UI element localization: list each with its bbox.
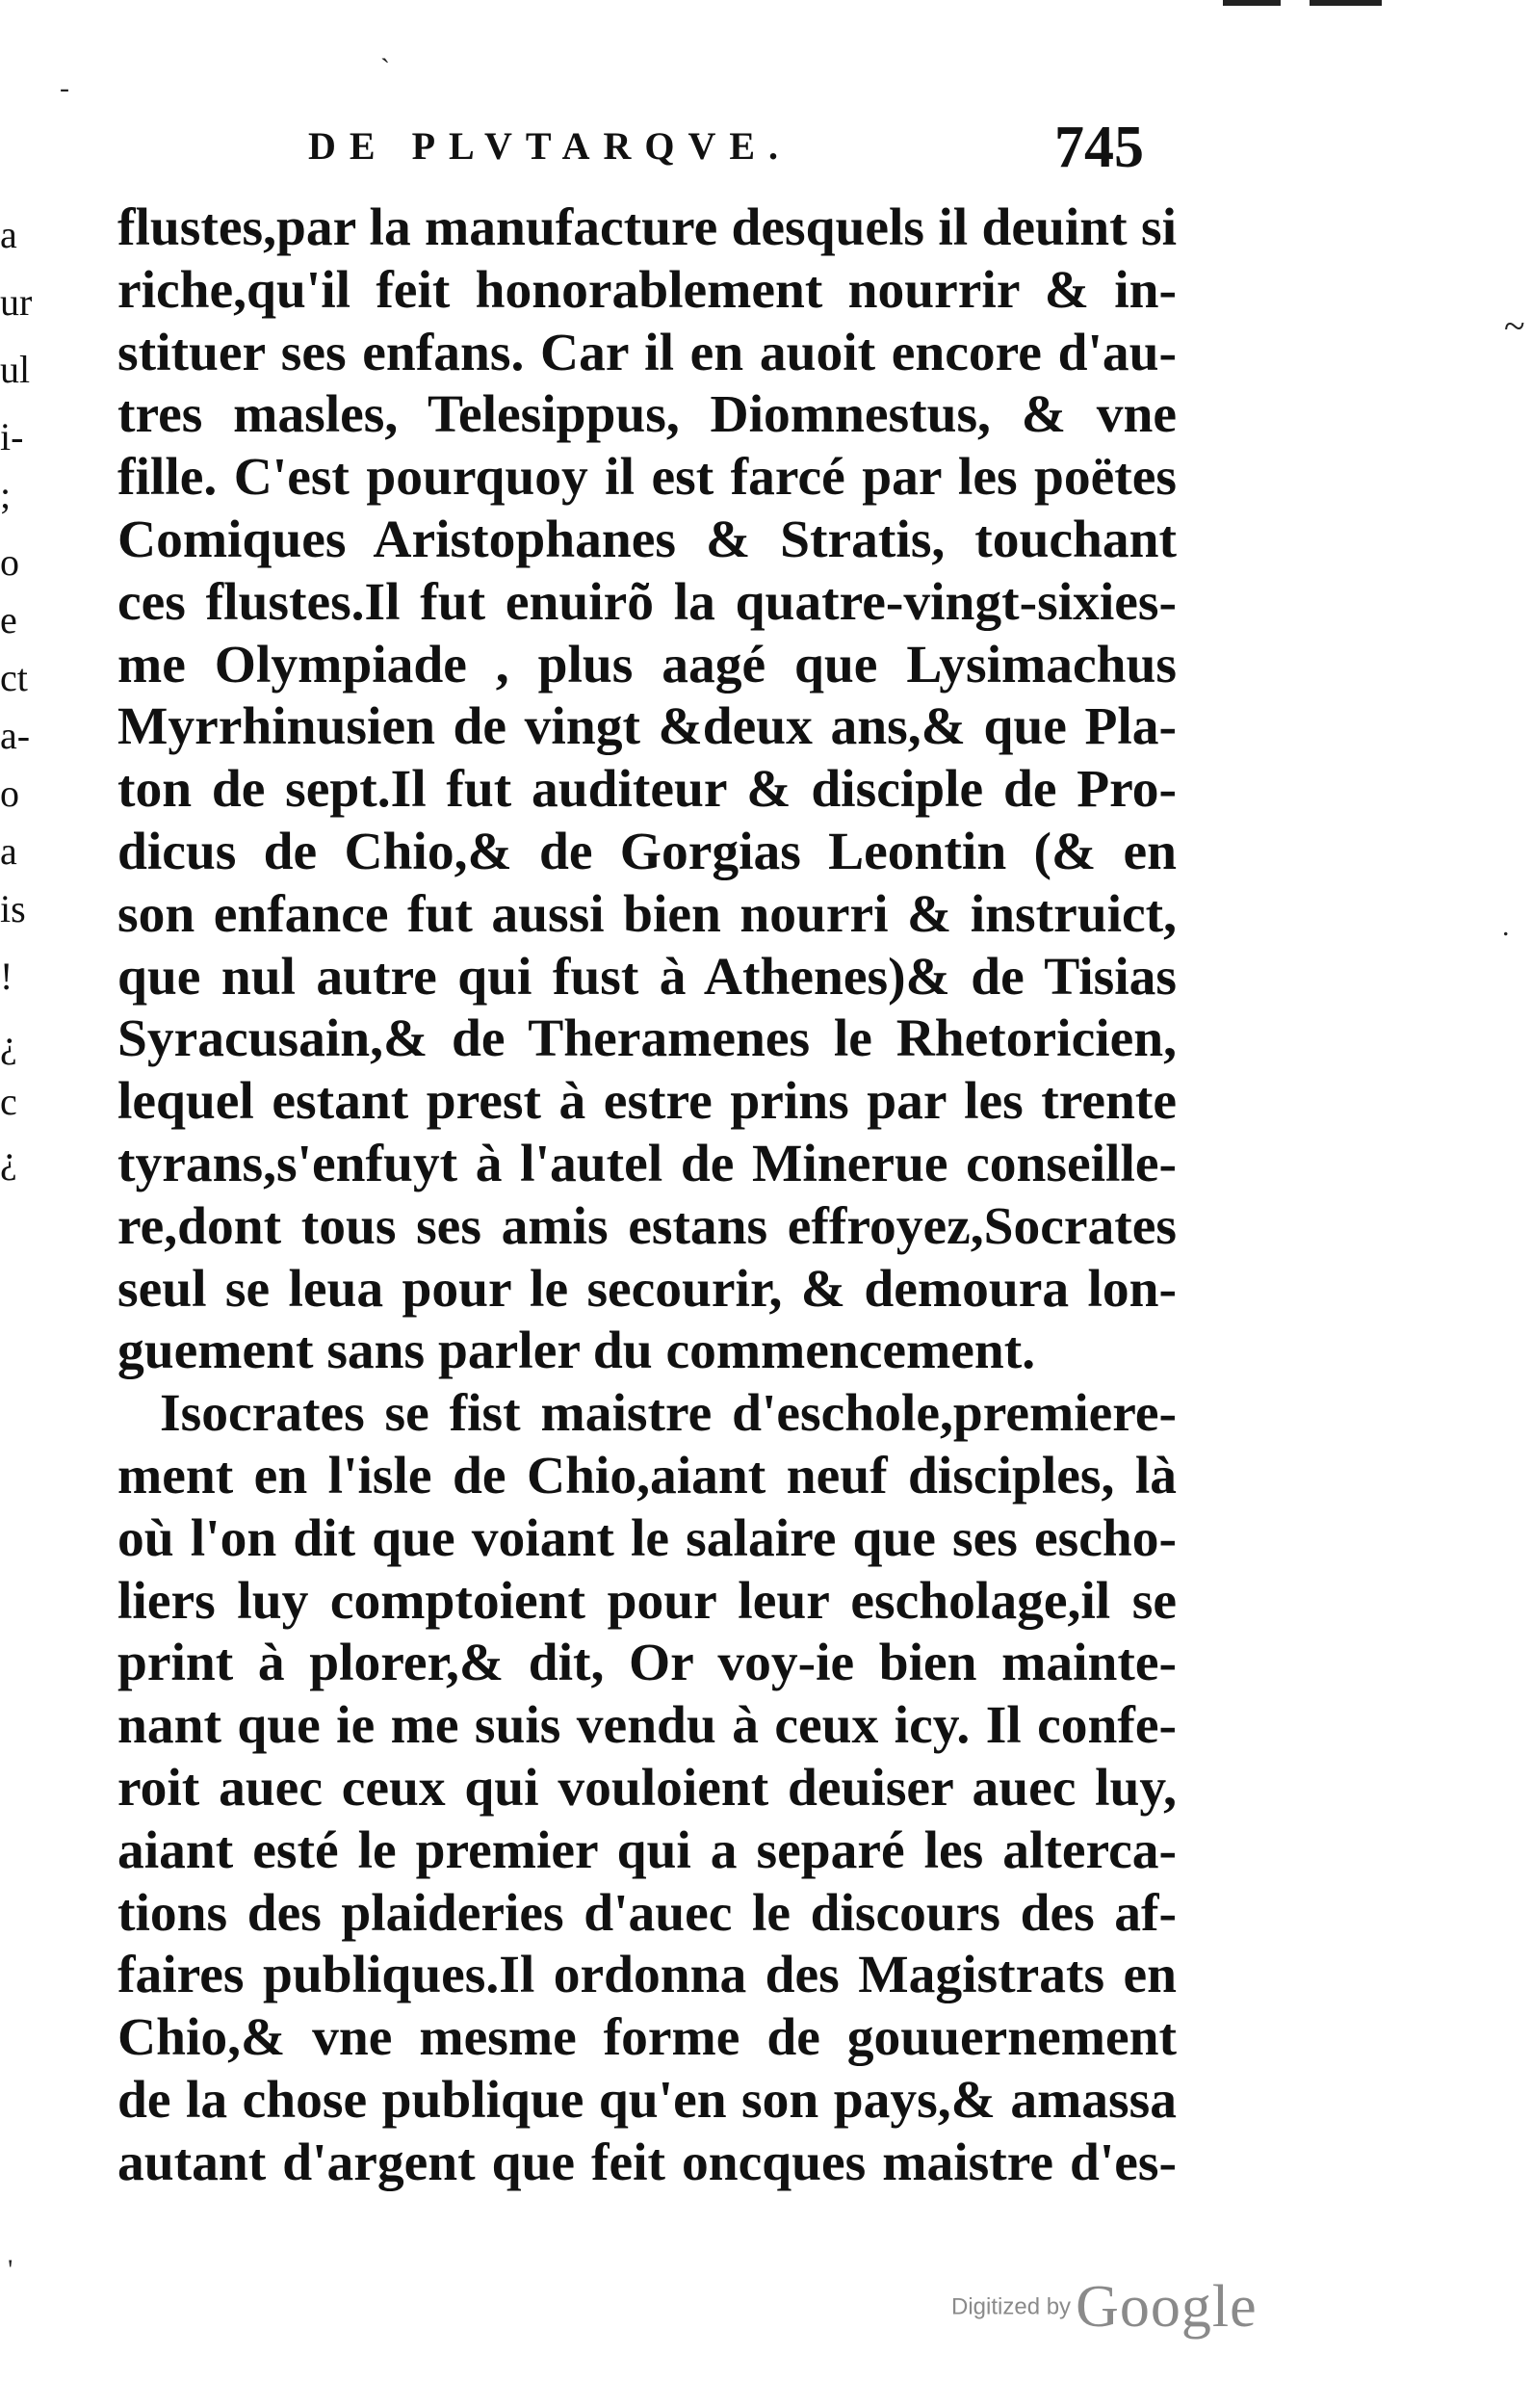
ink-speck: - — [60, 72, 69, 104]
text-line: re,dont tous ses amis estans effroyez,Socrates — [117, 1196, 1177, 1256]
text-line: stituer ses enfans. Car il en auoit encore d'au- — [117, 323, 1177, 382]
text-line: dicus de Chio,& de Gorgias Leontin (& en — [117, 822, 1177, 881]
text-line: où l'on dit que voiant le salaire que ses escho- — [117, 1508, 1177, 1568]
text-line: Comiques Aristophanes & Stratis, touchant — [117, 510, 1177, 569]
gutter-fragment: i- — [0, 415, 24, 458]
ink-speck: ' — [8, 2254, 13, 2286]
text-line: tyrans,s'enfuyt à l'autel de Minerue conseille- — [117, 1134, 1177, 1193]
gutter-fragment: ! — [0, 955, 13, 998]
gutter-fragment: is — [0, 887, 26, 930]
gutter-fragment: ¿ — [0, 1022, 17, 1065]
top-edge-rule — [1310, 0, 1382, 6]
gutter-fragment: o — [0, 540, 19, 584]
text-line: ces flustes.Il fut enuirõ la quatre-vingt-sixies- — [117, 572, 1177, 632]
text-line: fille. C'est pourquoy il est farcé par les poëtes — [117, 448, 1177, 508]
ink-speck: ~ — [1504, 304, 1525, 348]
text-line: lequel estant prest à estre prins par les trente — [117, 1072, 1177, 1132]
gutter-fragment: c — [0, 1080, 17, 1123]
gutter-fragment: a — [0, 829, 17, 873]
gutter-fragment: e — [0, 598, 17, 641]
text-line: ton de sept.Il fut auditeur & disciple de Pro- — [117, 760, 1177, 820]
gutter-fragment: a — [0, 213, 17, 256]
text-line: Chio,& vne mesme forme de gouuernement — [117, 2008, 1177, 2068]
text-line: tres masles, Telesippus, Diomnestus, & vne — [117, 385, 1177, 445]
google-logo: Google — [1076, 2274, 1258, 2340]
text-line: aiant esté le premier qui a separé les alterca- — [117, 1820, 1177, 1880]
ink-speck: . — [1502, 910, 1510, 942]
text-line: autant d'argent que feit oncques maistre d'es- — [117, 2133, 1177, 2192]
text-line: me Olympiade , plus aagé que Lysimachus — [117, 635, 1177, 694]
gutter-fragment: ; — [0, 473, 12, 516]
text-line: ment en l'isle de Chio,aiant neuf disciples, là — [117, 1446, 1177, 1505]
text-line: Myrrhinusien de vingt &deux ans,& que Pla- — [117, 697, 1177, 757]
gutter-fragment: ¿ — [0, 1138, 17, 1181]
text-line: Isocrates se fist maistre d'eschole,premiere- — [160, 1384, 1177, 1444]
text-line: tions des plaideries d'auec le discours des af- — [117, 1883, 1177, 1943]
body-text — [117, 197, 1177, 2195]
text-line: flustes,par la manufacture desquels il deuint si — [117, 198, 1177, 257]
text-line: nant que ie me suis vendu à ceux icy. Il confe- — [117, 1696, 1177, 1756]
text-line: seul se leua pour le secourir, & demoura lon- — [117, 1259, 1177, 1319]
text-line: de la chose publique qu'en son pays,& amassa — [117, 2070, 1177, 2130]
text-line: que nul autre qui fust à Athenes)& de Tisias — [117, 947, 1177, 1007]
top-edge-rule — [1223, 0, 1281, 6]
running-head: DE PLVTARQVE. — [308, 124, 792, 168]
page-number: 745 — [1054, 115, 1144, 180]
text-line: Syracusain,& de Theramenes le Rhetoricien, — [117, 1009, 1177, 1069]
credit-prefix: Digitized by — [951, 2293, 1072, 2320]
text-line: faires publiques.Il ordonna des Magistrats en — [117, 1946, 1177, 2005]
gutter-fragment: ur — [0, 280, 33, 324]
text-line: liers luy comptoient pour leur escholage,il se — [117, 1571, 1177, 1631]
gutter-fragment: o — [0, 772, 19, 815]
text-line: son enfance fut aussi bien nourri & instruict, — [117, 884, 1177, 944]
gutter-fragment: ul — [0, 348, 31, 391]
text-line: guement sans parler du commencement. — [117, 1322, 1036, 1381]
text-line: roit auec ceux qui vouloient deuiser auec luy, — [117, 1758, 1177, 1818]
digitized-credit — [951, 2273, 1258, 2342]
text-line: print à plorer,& dit, Or voy-ie bien mainte- — [117, 1634, 1177, 1693]
ink-speck: ` — [380, 53, 390, 85]
gutter-fragment: ct — [0, 656, 28, 699]
gutter-fragment: a- — [0, 714, 31, 757]
text-line: riche,qu'il feit honorablement nourrir & in- — [117, 260, 1177, 320]
